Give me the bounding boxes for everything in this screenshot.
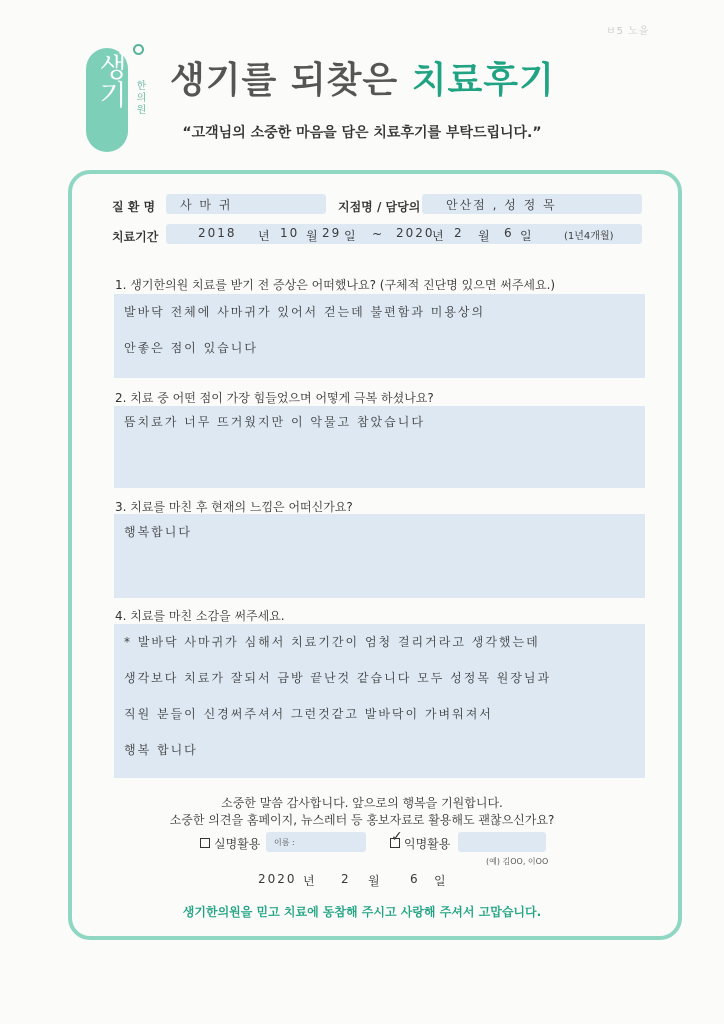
title-part2: 치료후기 xyxy=(411,60,555,101)
page-title xyxy=(170,52,555,103)
disease-label: 질 환 명 xyxy=(112,200,156,214)
logo-main-text: 생기 xyxy=(95,52,128,108)
closing-thanks: 소중한 말씀 감사합니다. 앞으로의 행복을 기원합니다. xyxy=(221,796,503,810)
question-3: 3. 치료를 마친 후 현재의 느낌은 어떠신가요? xyxy=(115,500,353,514)
period-start-year: 2018 xyxy=(198,226,237,240)
answer-line: 생각보다 치료가 잘되서 금방 끝난것 같습니다 모두 성정목 원장님과 xyxy=(124,671,552,685)
anonymous-label: 익명활용 xyxy=(404,837,451,851)
answer-2-text xyxy=(124,404,425,440)
corner-note: ㅂ5 노을 xyxy=(606,26,650,37)
closing-consent-question: 소중한 의견을 홈페이지, 뉴스레터 등 홍보자료로 활용해도 괜찮으신가요? xyxy=(169,813,555,827)
footer-message: 생기한의원을 믿고 치료에 동참해 주시고 사랑해 주셔서 고맙습니다. xyxy=(182,905,542,919)
period-end-month: 2 xyxy=(454,226,464,240)
signed-month-unit: 월 xyxy=(368,874,380,888)
period-end-day: 6 xyxy=(504,226,514,240)
anonymous-field[interactable] xyxy=(458,832,546,852)
name-field-label: 이름 : xyxy=(274,838,295,847)
name-field[interactable] xyxy=(266,832,366,852)
answer-1-box[interactable] xyxy=(114,294,645,378)
answer-4-box[interactable] xyxy=(114,624,645,778)
answer-line: 안좋은 점이 있습니다 xyxy=(124,341,258,355)
branch-value: 안산점 , 성 정 목 xyxy=(446,198,557,212)
answer-3-box[interactable] xyxy=(114,514,645,598)
signed-day: 6 xyxy=(410,872,420,886)
answer-4-text xyxy=(124,624,551,768)
branch-label: 지점명 / 담당의 xyxy=(338,200,421,214)
year-unit-2: 년 xyxy=(432,229,444,243)
answer-3-text xyxy=(124,514,192,550)
answer-2-box[interactable] xyxy=(114,406,645,488)
check-mark-icon: ✓ xyxy=(391,829,403,845)
period-tilde: ~ xyxy=(372,227,383,241)
answer-line: * 발바닥 사마귀가 심해서 치료기간이 엄청 걸리거라고 생각했는데 xyxy=(124,635,540,649)
disease-field[interactable] xyxy=(166,194,326,214)
disease-value: 사 마 귀 xyxy=(180,198,233,212)
day-unit-1: 일 xyxy=(344,229,356,243)
anonymous-checkbox[interactable] xyxy=(390,829,403,848)
answer-line: 행복 합니다 xyxy=(124,743,198,757)
question-2: 2. 치료 중 어떤 점이 가장 힘들었으며 어떻게 극복 하셨나요? xyxy=(115,391,434,405)
signed-year-unit: 년 xyxy=(303,874,315,888)
year-unit-1: 년 xyxy=(258,229,270,243)
period-start-month: 10 xyxy=(280,226,300,240)
month-unit-2: 월 xyxy=(478,229,490,243)
period-note: (1년4개월) xyxy=(564,231,614,242)
answer-line: 뜸치료가 너무 뜨거웠지만 이 악물고 참았습니다 xyxy=(124,415,425,429)
real-name-label: 실명활용 xyxy=(214,837,261,851)
signed-day-unit: 일 xyxy=(434,874,446,888)
answer-line: 발바닥 전체에 사마귀가 있어서 걷는데 불편함과 미용상의 xyxy=(124,305,486,319)
logo-sub-text: 한의원 xyxy=(134,80,145,116)
month-unit-1: 월 xyxy=(306,229,318,243)
answer-1-text xyxy=(124,294,485,366)
logo-dot-icon xyxy=(133,44,144,55)
example-note: (예) 김OO, 이OO xyxy=(486,857,549,866)
page-subtitle: “고객님의 소중한 마음을 담은 치료후기를 부탁드립니다.” xyxy=(182,125,542,141)
period-field[interactable] xyxy=(166,224,642,244)
answer-line: 행복합니다 xyxy=(124,525,192,539)
period-end-year: 2020 xyxy=(396,226,435,240)
signed-year: 2020 xyxy=(258,872,297,886)
period-start-day: 29 xyxy=(322,226,342,240)
period-label: 치료기간 xyxy=(112,230,159,244)
question-1: 1. 생기한의원 치료를 받기 전 증상은 어떠했나요? (구체적 진단명 있으면 써주세요.) xyxy=(115,278,556,292)
answer-line: 직원 분들이 신경써주셔서 그런것같고 발바닥이 가벼워져서 xyxy=(124,707,493,721)
signed-month: 2 xyxy=(341,872,351,886)
title-part1: 생기를 되찾은 xyxy=(170,60,399,101)
day-unit-2: 일 xyxy=(520,229,532,243)
branch-field[interactable] xyxy=(422,194,642,214)
real-name-checkbox[interactable] xyxy=(200,838,210,848)
question-4: 4. 치료를 마친 소감을 써주세요. xyxy=(115,609,285,623)
